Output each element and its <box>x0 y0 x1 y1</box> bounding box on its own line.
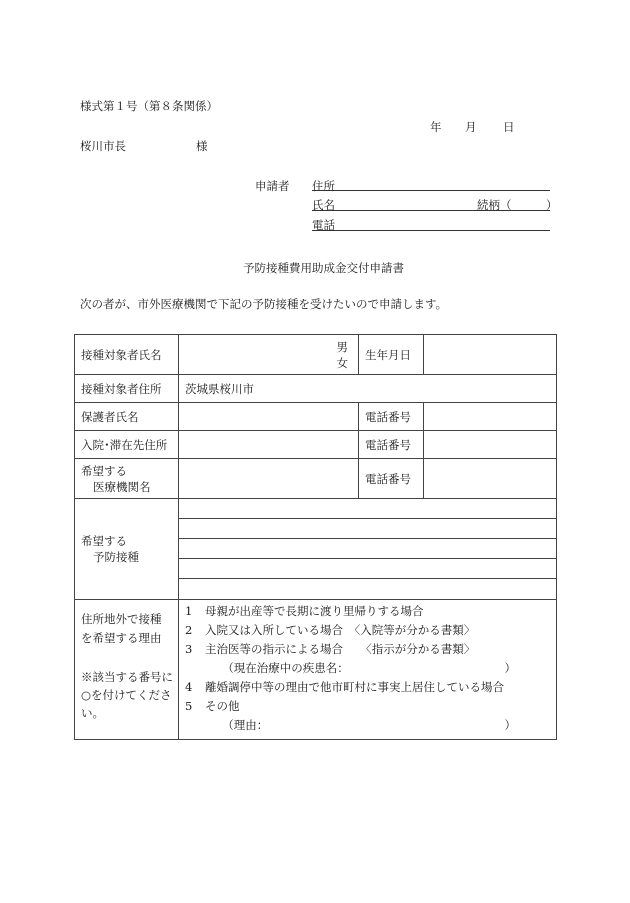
reason-disease-name[interactable]: （現在治療中の疾患名： ） <box>205 661 516 675</box>
reason-option-5[interactable]: 5 その他 <box>185 699 240 713</box>
applicant-phone-line <box>312 230 550 231</box>
row-hospital <box>75 431 557 459</box>
vaccine-line-5[interactable] <box>179 579 556 599</box>
addressee-suffix: 様 <box>196 139 208 153</box>
date-month-label: 月 <box>465 120 477 134</box>
vaccine-label-line1: 希望する <box>81 534 127 548</box>
reason-option-1[interactable]: 1 母親が出産等で長期に渡り里帰りする場合 <box>185 604 424 618</box>
applicant-address-line <box>312 190 550 191</box>
intro-text: 次の者が、市外医療機関で下記の予防接種を受けたいので申請します。 <box>80 297 448 311</box>
vaccine-line-3[interactable] <box>179 539 556 559</box>
subject-name-cell[interactable] <box>179 335 359 375</box>
guardian-name-cell[interactable] <box>179 403 359 431</box>
clinic-label-line2: 医療機関名 <box>93 479 151 494</box>
guardian-name-label: 保護者氏名 <box>75 403 179 431</box>
reason-note <box>81 668 178 722</box>
birthdate-label: 生年月日 <box>359 335 424 375</box>
birthdate-cell[interactable] <box>424 335 557 375</box>
vaccine-label-line2: 予防接種 <box>93 550 139 564</box>
clinic-phone-label: 電話番号 <box>359 459 424 499</box>
applicant-label: 申請者 <box>255 179 290 193</box>
addressee: 桜川市長 <box>80 139 126 153</box>
date-year-label: 年 <box>430 120 442 134</box>
subject-address-value[interactable]: 茨城県桜川市 <box>179 375 557 403</box>
row-subject-name <box>75 335 557 375</box>
reason-option-3[interactable]: 3 主治医等の指示による場合 〈指示が分かる書類〉 <box>185 642 476 656</box>
sex-female[interactable]: 女 <box>336 355 348 370</box>
guardian-phone-cell[interactable] <box>424 403 557 431</box>
reason-note-line2: ○を付けてくださ <box>81 688 172 702</box>
reason-note-line1: ※該当する番号に <box>81 670 173 684</box>
reason-label-line2: を希望する理由 <box>81 631 162 645</box>
document-title: 予防接種費用助成金交付申請書 <box>243 261 404 275</box>
hospital-address-cell[interactable] <box>179 431 359 459</box>
clinic-label <box>75 459 179 499</box>
row-clinic <box>75 459 557 499</box>
subject-name-label: 接種対象者氏名 <box>75 335 179 375</box>
vaccine-line-1[interactable] <box>179 499 556 519</box>
date-day-label: 日 <box>503 120 515 134</box>
applicant-name-label: 氏名 <box>312 198 335 212</box>
row-vaccine <box>75 499 557 600</box>
form-number: 様式第１号（第８条関係） <box>80 99 218 113</box>
vaccine-line-2[interactable] <box>179 519 556 539</box>
reason-option-4[interactable]: 4 離婚調停中等の理由で他市町村に事実上居住している場合 <box>185 680 504 694</box>
applicant-name-line <box>312 210 550 211</box>
reason-options <box>179 600 557 740</box>
vaccine-label <box>75 499 179 600</box>
hospital-phone-label: 電話番号 <box>359 431 424 459</box>
applicant-phone-label: 電話 <box>312 218 335 232</box>
guardian-phone-label: 電話番号 <box>359 403 424 431</box>
reason-other-detail[interactable]: （理由： ） <box>205 718 516 732</box>
clinic-name-cell[interactable] <box>179 459 359 499</box>
hospital-address-label: 入院･滞在先住所 <box>75 431 179 459</box>
row-subject-address <box>75 375 557 403</box>
reason-label <box>75 600 179 740</box>
applicant-address-label: 住所 <box>312 179 335 193</box>
row-guardian <box>75 403 557 431</box>
clinic-label-line1: 希望する <box>81 463 127 478</box>
application-table <box>74 334 557 740</box>
vaccine-lines <box>179 499 557 600</box>
applicant-relation-label: 続柄（ ） <box>477 198 558 212</box>
subject-address-label: 接種対象者住所 <box>75 375 179 403</box>
sex-male[interactable]: 男 <box>336 339 348 354</box>
vaccine-line-4[interactable] <box>179 559 556 579</box>
reason-label-line1: 住所地外で接種 <box>81 612 162 626</box>
hospital-phone-cell[interactable] <box>424 431 557 459</box>
reason-option-2[interactable]: 2 入院又は入所している場合 〈入院等が分かる書類〉 <box>185 623 476 637</box>
reason-note-line3: い。 <box>81 706 104 720</box>
clinic-phone-cell[interactable] <box>424 459 557 499</box>
row-reason <box>75 600 557 740</box>
